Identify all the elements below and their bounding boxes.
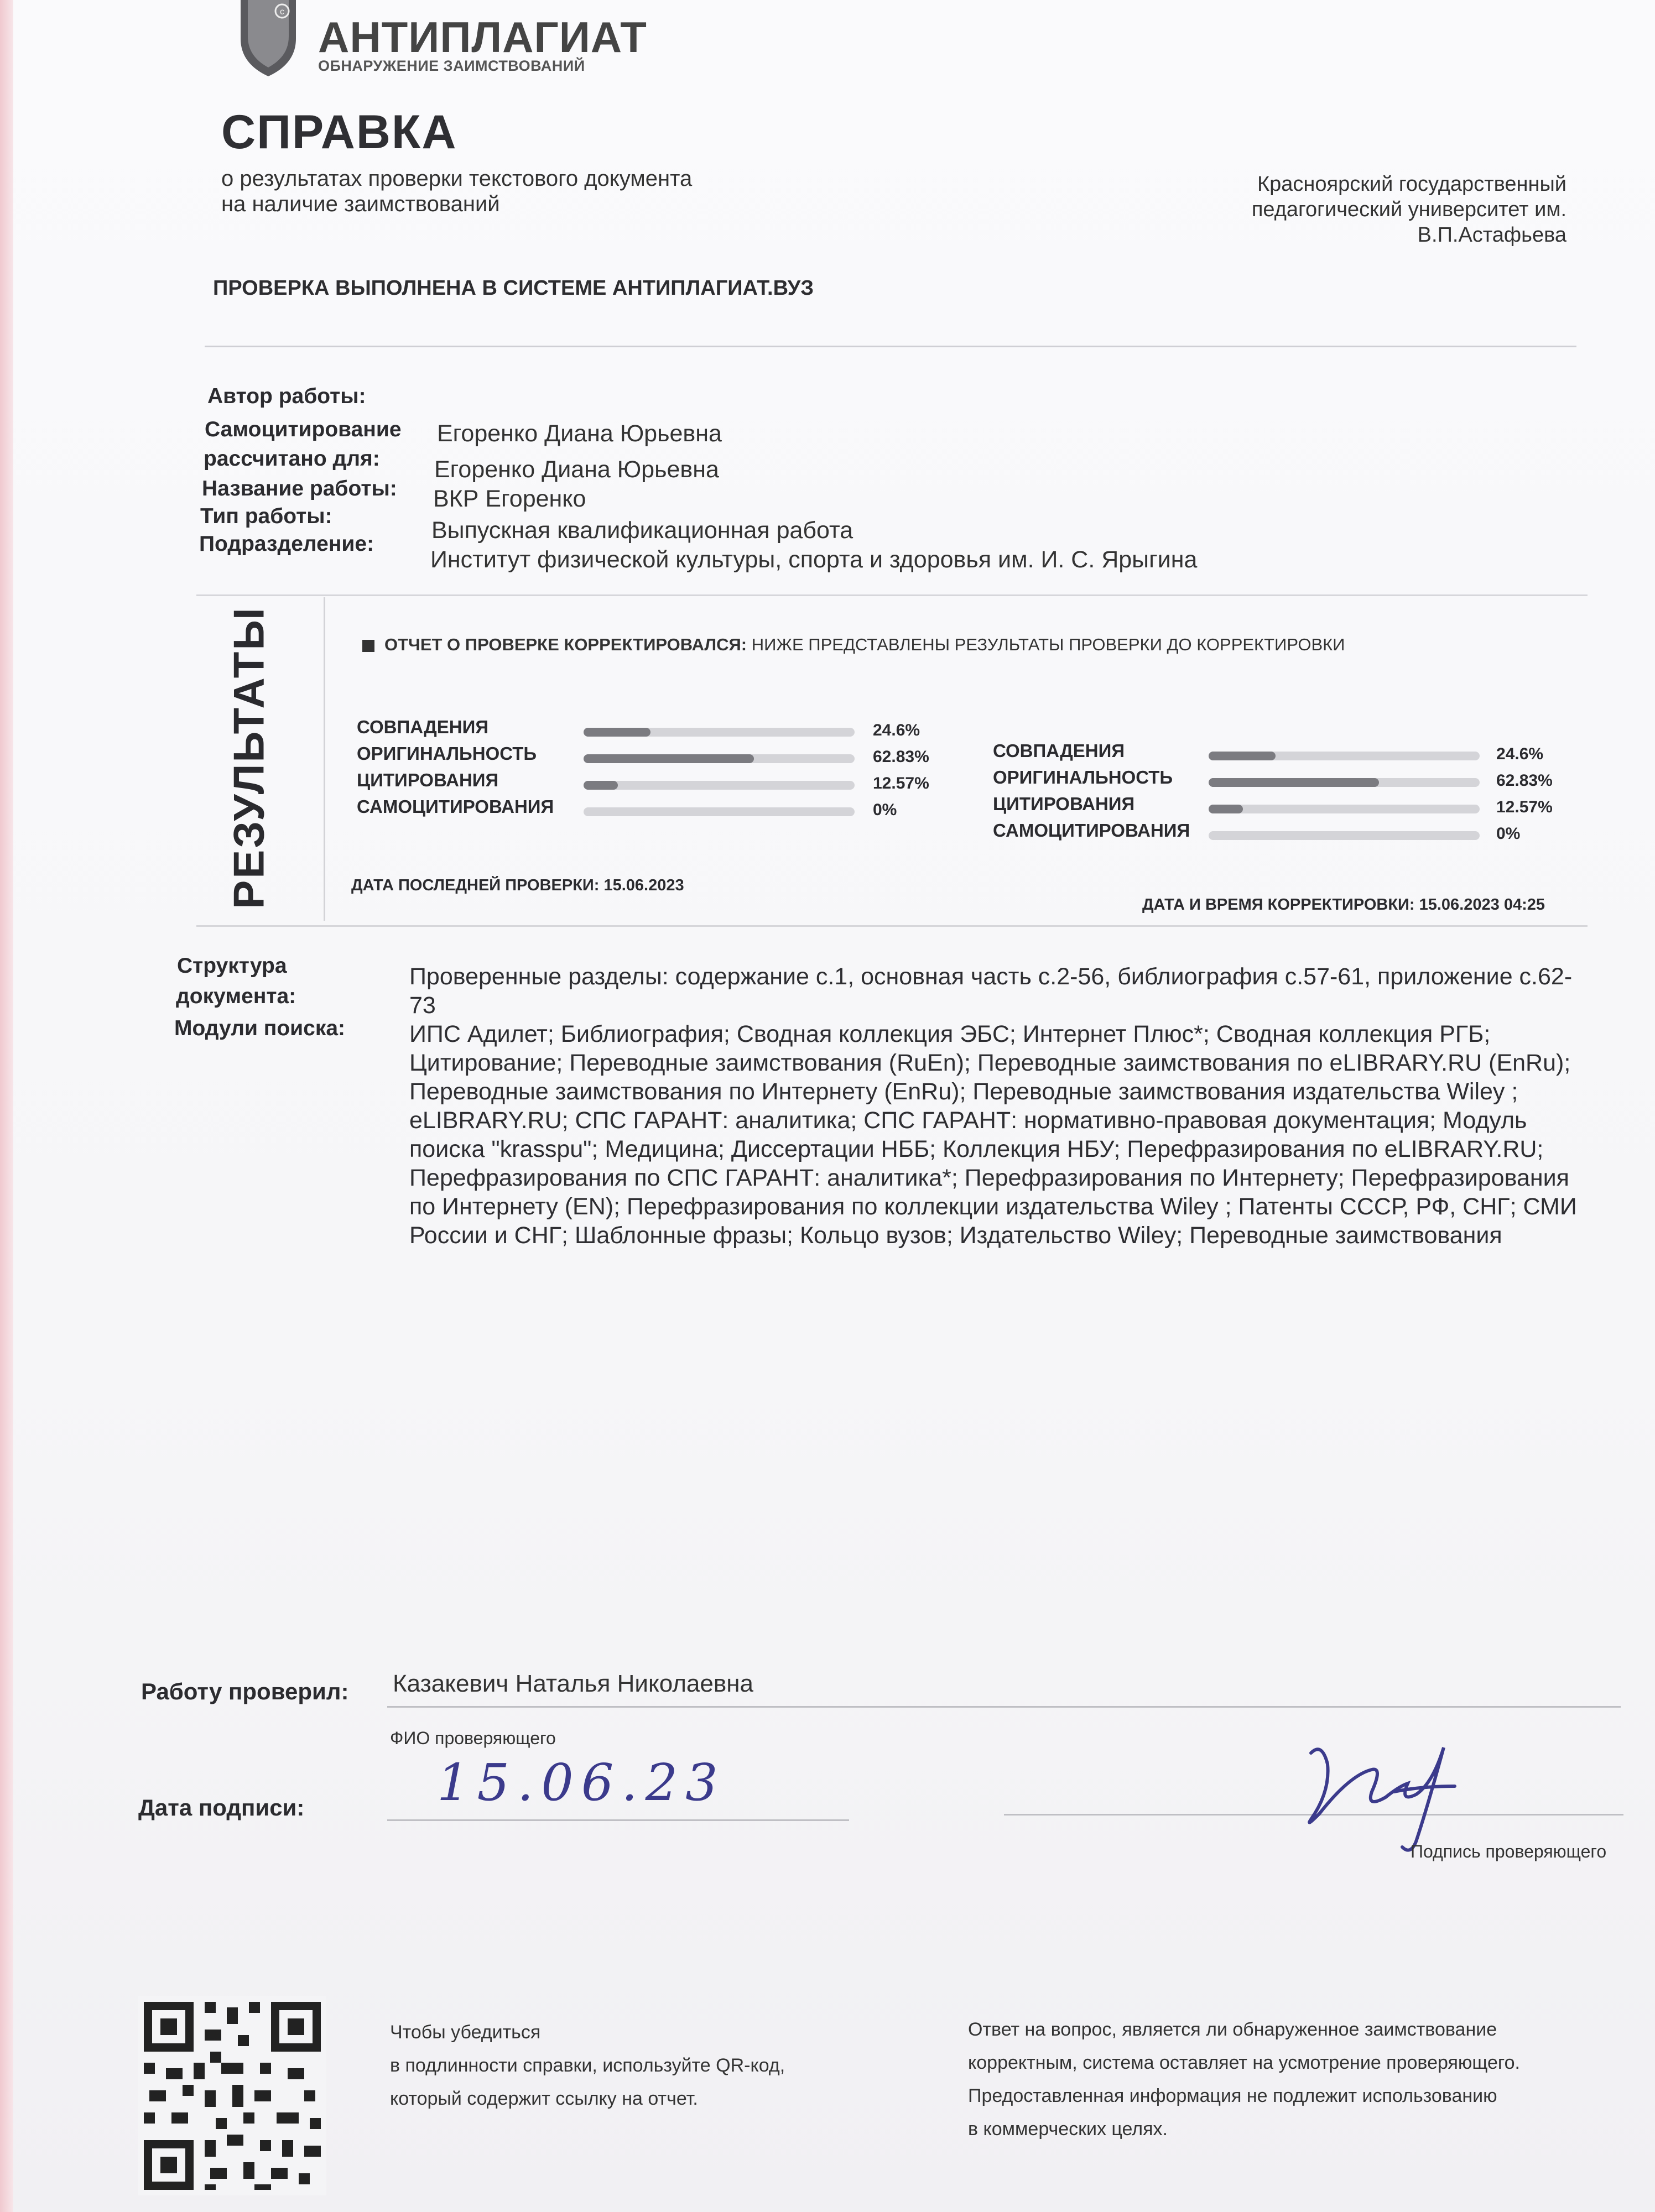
structure-value: Проверенные разделы: содержание с.1, основная часть с.2-56, библиография с.57-61, приложение с.62-73: [409, 963, 1573, 1019]
department-value: Институт физической культуры, спорта и здоровья им. И. С. Ярыгина: [430, 546, 1198, 573]
date-line: [387, 1819, 849, 1821]
metric-label: СОВПАДЕНИЯ: [357, 717, 489, 737]
correction-datetime: ДАТА И ВРЕМЯ КОРРЕКТИРОВКИ: 15.06.2023 04:25: [1142, 896, 1545, 914]
department-label: Подразделение:: [199, 532, 374, 556]
subtitle-line: на наличие заимствований: [221, 192, 500, 216]
work-type-label: Тип работы:: [200, 504, 332, 528]
disclaimer-line: в коммерческих целях.: [968, 2119, 1168, 2140]
metric-bar-track: [1209, 752, 1480, 760]
author-value: Егоренко Диана Юрьевна: [437, 420, 722, 447]
metric-label: ОРИГИНАЛЬНОСТЬ: [357, 743, 537, 764]
work-name-value: ВКР Егоренко: [433, 486, 586, 512]
work-type-value: Выпускная квалификационная работа: [431, 517, 853, 544]
metric-bar-fill: [584, 728, 650, 737]
logo-subtitle: ОБНАРУЖЕНИЕ ЗАИМСТВОВАНИЙ: [318, 58, 585, 74]
author-label: Автор работы:: [207, 384, 366, 408]
org-line: В.П.Астафьева: [1417, 223, 1566, 247]
svg-text:c: c: [280, 7, 284, 17]
metric-bar-track: [1209, 831, 1480, 840]
metric-label: СОВПАДЕНИЯ: [993, 740, 1125, 761]
subtitle-line: о результатах проверки текстового документа: [221, 166, 693, 191]
metric-value: 62.83%: [873, 748, 929, 766]
qr-line: в подлинности справки, используйте QR-код,: [390, 2055, 785, 2076]
qr-code-icon: [138, 1996, 326, 2195]
checker-name: Казакевич Наталья Николаевна: [393, 1670, 753, 1697]
correction-notice: [362, 635, 1345, 655]
structure-label: Структура: [177, 954, 287, 978]
disclaimer-line: Предоставленная информация не подлежит использованию: [968, 2085, 1497, 2106]
qr-line: который содержит ссылку на отчет.: [390, 2088, 698, 2109]
modules-label: Модули поиска:: [174, 1016, 346, 1040]
sign-date-label: Дата подписи:: [138, 1794, 305, 1820]
notice-rest: НИЖЕ ПРЕДСТАВЛЕНЫ РЕЗУЛЬТАТЫ ПРОВЕРКИ ДО КОРРЕКТИРОВКИ: [747, 635, 1345, 654]
metric-label: САМОЦИТИРОВАНИЯ: [993, 820, 1190, 841]
disclaimer-line: Ответ на вопрос, является ли обнаруженное заимствование: [968, 2019, 1497, 2040]
metric-bar-track: [584, 754, 855, 763]
results-heading: [218, 606, 279, 909]
results-separator: [324, 597, 325, 921]
notice-square-icon: [362, 640, 374, 652]
metric-bar-fill: [1209, 778, 1379, 787]
selfcite-value: Егоренко Диана Юрьевна: [434, 456, 719, 483]
metric-bar-fill: [584, 781, 618, 790]
qr-instructions: [390, 2016, 785, 2115]
doc-title: СПРАВКА: [221, 106, 457, 159]
fio-caption: ФИО проверяющего: [390, 1728, 556, 1748]
metric-label: САМОЦИТИРОВАНИЯ: [357, 796, 554, 817]
metric-bar-track: [1209, 778, 1480, 787]
metric-bar-fill: [1209, 805, 1243, 813]
disclaimer-line: корректным, система оставляет на усмотрение проверяющего.: [968, 2052, 1520, 2073]
logo-title: АНТИПЛАГИАТ: [318, 13, 647, 61]
structure-label-2: документа:: [176, 984, 296, 1008]
handwritten-date: 15.06.23: [437, 1753, 726, 1812]
metric-label: ЦИТИРОВАНИЯ: [993, 794, 1135, 814]
notice-bold: ОТЧЕТ О ПРОВЕРКЕ КОРРЕКТИРОВАЛСЯ:: [384, 635, 747, 654]
disclaimer: [968, 2013, 1520, 2146]
metric-bar-track: [1209, 805, 1480, 813]
checker-line: [387, 1706, 1621, 1708]
metric-value: 12.57%: [1496, 798, 1553, 816]
modules-value: ИПС Адилет; Библиография; Сводная коллекция ЭБС; Интернет Плюс*; Сводная коллекция РГБ; Цитирование; Переводные заимствования (RuEn); Переводные заимствования по eLIBRARY.RU (EnRu); Переводные заимствования по Интернету (EnRu); Переводные заимствования издательства Wiley ; eLIBRARY.RU; СПС ГАРАНТ: аналитика; СПС ГАРАНТ: нормативно-правовая документация; Модуль поиска "krasspu"; Медицина; Диссертации НББ; Коллекция НБУ; Перефразирования по eLIBRARY.RU; Перефразирования по СПС ГАРАНТ: аналитика*; Перефразирования по Интернету; Перефразирования по Интернету (EN); Перефразирования по коллекции издательства Wiley ; Патенты СССР, РФ, СНГ; СМИ России и СНГ; Шаблонные фразы; Кольцо вузов; Издательство Wiley; Переводные заимствования: [409, 1021, 1577, 1249]
selfcite-label-2: рассчитано для:: [204, 447, 380, 471]
metric-bar-track: [584, 728, 855, 737]
shield-copyright-icon: [238, 0, 299, 77]
metric-bar-track: [584, 781, 855, 790]
checked-by-label: Работу проверил:: [141, 1678, 349, 1704]
metric-value: 0%: [873, 801, 897, 819]
selfcite-label: Самоцитирование: [205, 418, 402, 441]
metric-value: 62.83%: [1496, 771, 1553, 790]
metric-bar-fill: [1209, 752, 1276, 760]
org-line: педагогический университет им.: [1251, 198, 1566, 221]
signature-caption: Подпись проверяющего: [1411, 1841, 1607, 1861]
results-heading-text: РЕЗУЛЬТАТЫ: [224, 606, 273, 909]
metric-bar-track: [584, 807, 855, 816]
org-line: Красноярский государственный: [1257, 173, 1566, 196]
metric-value: 0%: [1496, 825, 1521, 843]
metric-value: 12.57%: [873, 774, 929, 792]
system-heading: ПРОВЕРКА ВЫПОЛНЕНА В СИСТЕМЕ АНТИПЛАГИАТ.ВУЗ: [213, 276, 814, 300]
page-edge: [0, 0, 13, 2212]
doc-subtitle: [221, 166, 830, 217]
divider: [205, 346, 1576, 347]
metric-bar-fill: [584, 754, 754, 763]
last-check-date: ДАТА ПОСЛЕДНЕЙ ПРОВЕРКИ: 15.06.2023: [351, 877, 684, 894]
qr-line: Чтобы убедиться: [390, 2022, 541, 2043]
structure-content: [409, 962, 1582, 1250]
metric-label: ЦИТИРОВАНИЯ: [357, 770, 499, 790]
metric-value: 24.6%: [873, 721, 920, 739]
metric-value: 24.6%: [1496, 745, 1544, 763]
metric-label: ОРИГИНАЛЬНОСТЬ: [993, 767, 1173, 787]
organization: [1124, 171, 1566, 248]
work-name-label: Название работы:: [202, 477, 397, 500]
